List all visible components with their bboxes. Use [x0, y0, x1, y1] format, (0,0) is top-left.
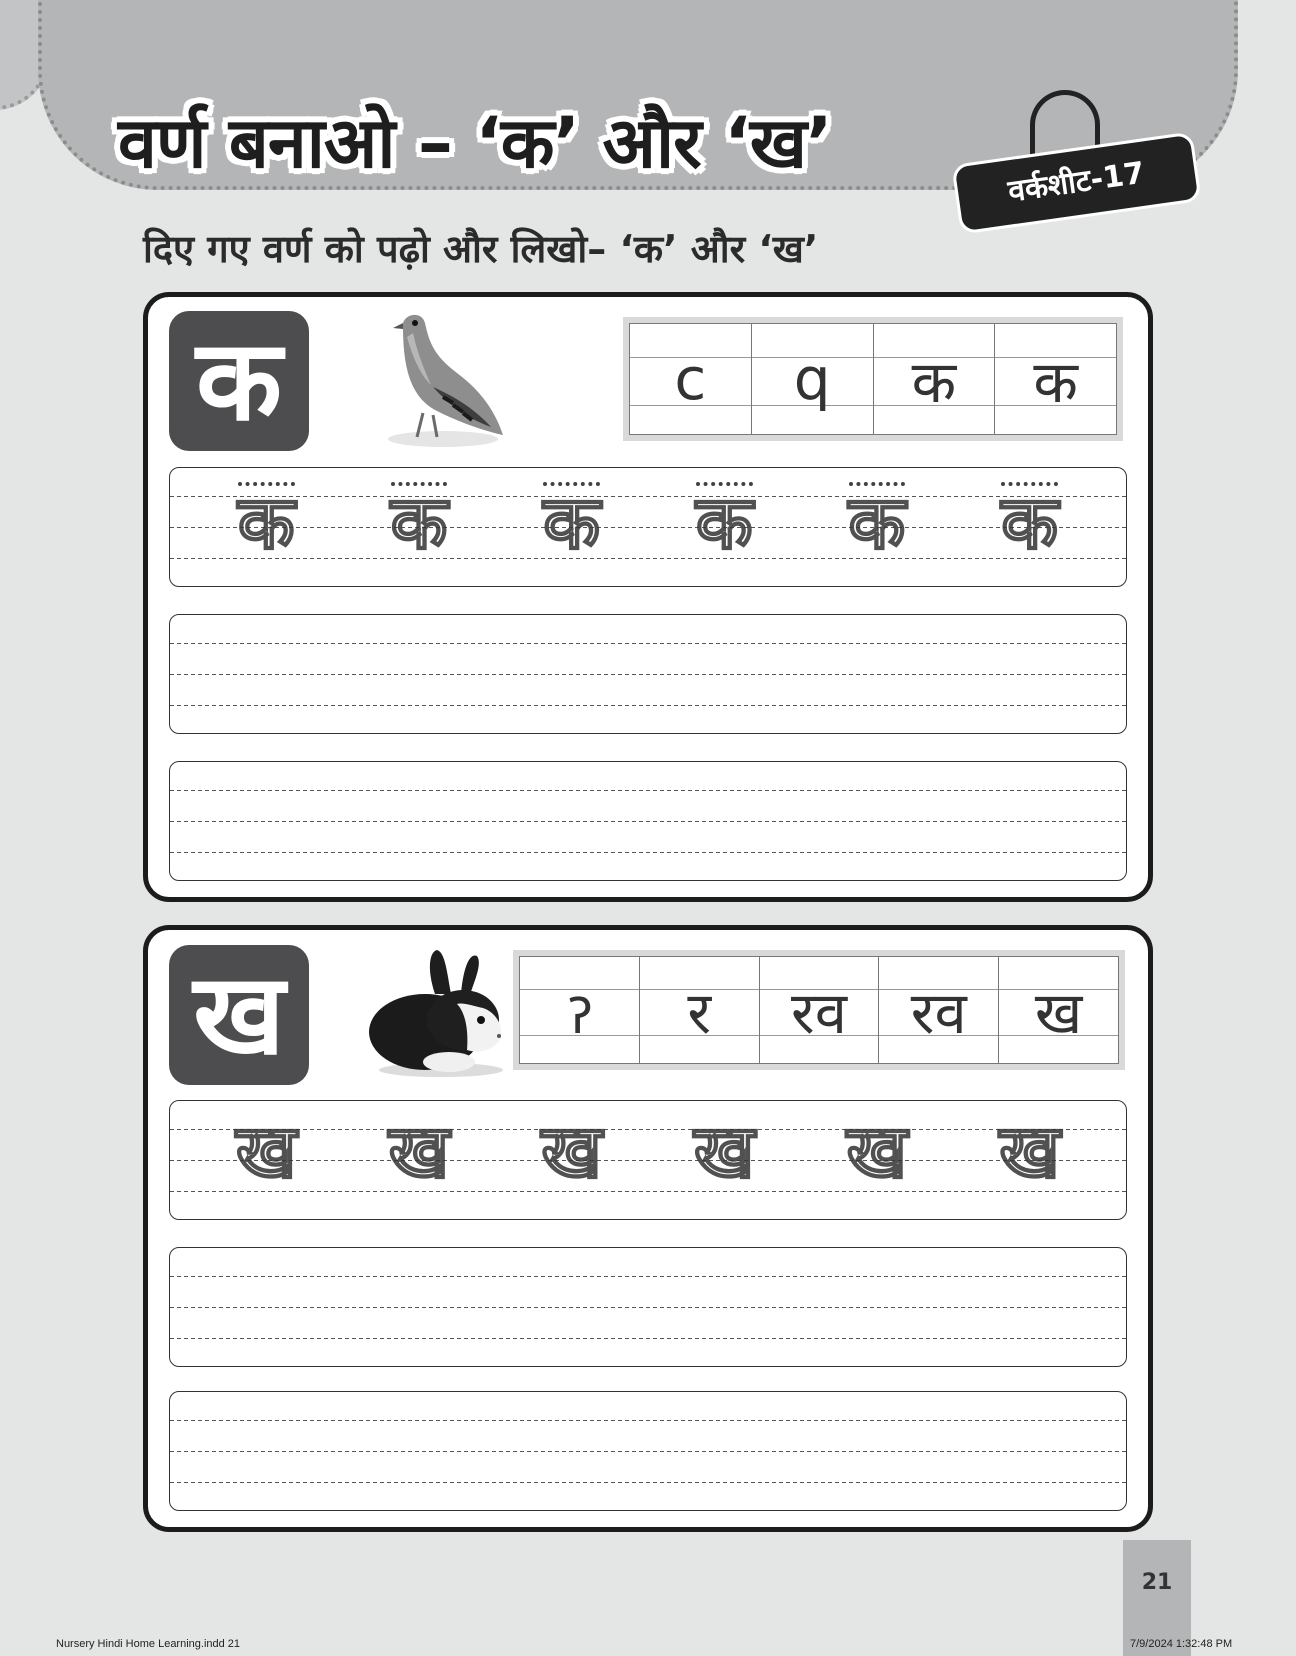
stroke-step: c — [630, 324, 752, 434]
pigeon-picture — [373, 307, 508, 452]
stroke-order-guide-kha — [513, 950, 1125, 1070]
letter-tile-ka: क — [169, 311, 309, 451]
stroke-step: q — [752, 324, 874, 434]
trace-letter: ख — [694, 1109, 755, 1195]
writing-row-ka-2[interactable] — [169, 761, 1127, 881]
writing-row-kha-1[interactable] — [169, 1247, 1127, 1367]
rabbit-picture — [363, 950, 513, 1080]
trace-letter: क — [237, 480, 295, 566]
trace-letter: ख — [846, 1109, 908, 1195]
trace-letter: ख — [999, 1109, 1060, 1195]
section-kha — [143, 925, 1153, 1532]
tracing-row-ka — [169, 467, 1127, 587]
footer-timestamp: 7/9/2024 1:32:48 PM — [1130, 1638, 1233, 1650]
trace-letter: ख — [541, 1109, 602, 1195]
stroke-step: ॽ — [520, 957, 640, 1063]
tracing-row-kha — [169, 1100, 1127, 1220]
page-title: वर्ण बनाओ – ‘क’ और ‘ख’ — [118, 102, 832, 184]
trace-letter: ख — [388, 1109, 450, 1195]
stroke-step: क — [995, 324, 1116, 434]
trace-letter: क — [695, 480, 753, 566]
stroke-step: रव — [879, 957, 999, 1063]
trace-letter: क — [390, 480, 448, 566]
page-number: 21 — [1141, 1570, 1173, 1595]
footer-file-name: Nursery Hindi Home Learning.indd 21 — [56, 1638, 241, 1650]
instruction-text: दिए गए वर्ण को पढ़ो और लिखो– ‘क’ और ‘ख’ — [143, 227, 819, 271]
worksheet-badge: वर्कशीट-17 — [951, 131, 1201, 234]
letter-tile-kha: ख — [169, 945, 309, 1085]
trace-letter: क — [543, 480, 601, 566]
trace-letter: ख — [236, 1109, 297, 1195]
trace-letter: क — [848, 480, 906, 566]
writing-row-kha-2[interactable] — [169, 1391, 1127, 1511]
stroke-order-guide-ka — [623, 317, 1123, 441]
trace-letter: क — [1001, 480, 1059, 566]
stroke-step: र — [640, 957, 760, 1063]
stroke-step: ख — [999, 957, 1118, 1063]
writing-row-ka-1[interactable] — [169, 614, 1127, 734]
stroke-step: क — [874, 324, 996, 434]
section-ka — [143, 292, 1153, 902]
stroke-step: रव — [760, 957, 880, 1063]
